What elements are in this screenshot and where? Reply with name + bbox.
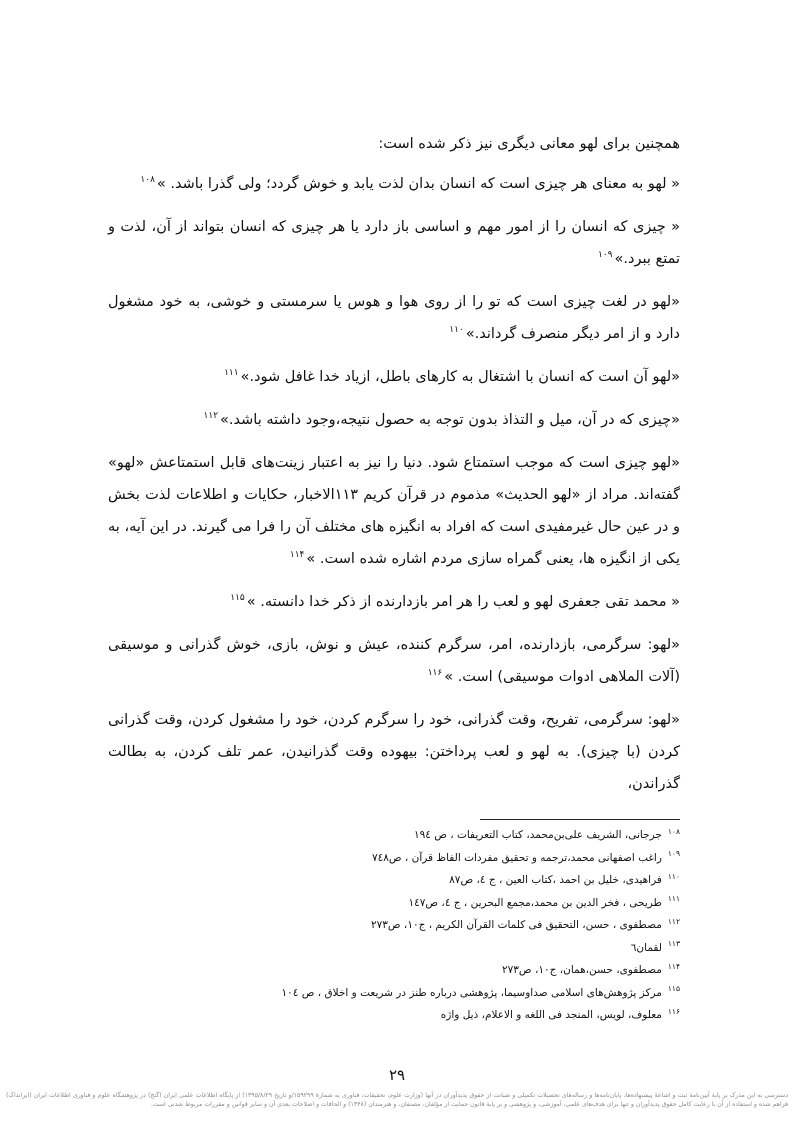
paragraph: «لهو چیزی است که موجب استمتاع شود. دنیا را نیز به اعتبار زینت‌های قابل استمتاعش «لهو» گفته‌اند. مراد از «لهو الحدیث» مذموم در قرآن کریم ۱۱۳الاخبار، حکایات و اطلاعات لذت بخش و در عین حال غیرمفیدی است که افراد به انگیزه های مختلف آن را فرا می گیرند. در این آیه، به یکی از انگیزه ها، یعنی گمراه سازی مردم اشاره شده است. »$^{۱۱۴}$ bbox=[108, 455, 681, 567]
footnote-number: ۱۱۰ bbox=[667, 871, 680, 881]
footnote-text: راغب اصفهانی محمد،ترجمه و تحقیق مفردات الفاظ قرآن ، ص٧٤٨ bbox=[371, 851, 662, 864]
paragraph: «چیزی که در آن، میل و التذاذ بدون توجه به حصول نتیجه،وجود داشته باشد.»$^{۱۱۲}$ bbox=[203, 411, 680, 428]
footnote-number: ۱۱۱ bbox=[667, 894, 680, 903]
page-number: ۲۹ bbox=[388, 1066, 406, 1084]
paragraph: «لهو: سرگرمی، بازدارنده، امر، سرگرم کننده، عیش و نوش، بازی، خوش گذرانی و موسیقی (آلات الملاهی ادوات موسیقی) است. »$^{۱۱۶}$ bbox=[108, 637, 680, 685]
footnote-ref[interactable]: ۱۱۶ bbox=[427, 668, 443, 679]
footnotes bbox=[108, 824, 680, 1027]
footnote-number: ۱۱۵ bbox=[667, 984, 680, 993]
footnote-item bbox=[108, 914, 680, 937]
footnote-ref[interactable]: ۱۱۲ bbox=[203, 411, 219, 422]
body-text bbox=[108, 128, 680, 811]
footnote-number: ۱۰۹ bbox=[667, 849, 680, 858]
footnote-text: فراهیدی، خلیل بن احمد ،کتاب العین ، ج ٤، ص٨٧ bbox=[449, 874, 662, 886]
paragraph: همچنین برای لهو معانی دیگری نیز ذکر شده است: bbox=[378, 136, 680, 152]
footnote-ref[interactable]: ۱۱۱ bbox=[224, 368, 239, 379]
paragraph: «لهو آن است که انسان با اشتغال به کارهای باطل، ازیاد خدا غافل شود.»$^{۱۱۱}$ bbox=[224, 368, 680, 385]
footnote-number: ۱۱۶ bbox=[667, 1006, 680, 1016]
footnote-number: ۱۰۸ bbox=[667, 826, 680, 836]
footnote-text: مصطفوی ، حسن، التحقیق فی کلمات القرآن الکریم ، ج١٠، ص٢٧٣ bbox=[370, 919, 662, 931]
footnote-ref[interactable]: ۱۱۵ bbox=[230, 593, 245, 604]
footnote-ref[interactable]: ۱۰۹ bbox=[598, 250, 613, 261]
footnote-number: ۱۱۲ bbox=[667, 916, 680, 926]
footnote-number: ۱۱۳ bbox=[667, 939, 680, 948]
footnote-ref[interactable]: ۱۱۴ bbox=[289, 550, 305, 561]
footnote-item bbox=[108, 892, 680, 915]
paragraph: « لهو به معنای هر چیزی است که انسان بدان لذت یابد و خوش گردد؛ ولی گذرا باشد. »$^{۱۰۸}$ bbox=[140, 175, 680, 192]
footnote-text: مرکز پژوهش‌های اسلامی صداوسیما، پژوهشی درباره طنز در شریعت و اخلاق ، ص ١٠٤ bbox=[281, 986, 662, 999]
footer-notice: دسترسی به این مدرک بر پایهٔ آیین‌نامهٔ ثبت و اشاعهٔ پیشنهاده‌ها، پایان‌نامه‌ها و رساله‌های تحصیلات تکمیلی و صیانت از حقوق پدیدآوران در آنها (وزارت علوم، تحقیقات، فناوری به شمارهٔ ۱۵۹۲۹۹/و تاریخ ۱۳۹۵/۸/۲۹) از پایگاه اطلاعات علمی ایران (گنج) در پژوهشگاه علوم و فناوری اطلاعات ایران (ایرانداک) فراهم شده و استفاده از آن با رعایت کامل حقوق پدیدآوران و تنها برای هدف‌های علمی، آموزشی، و پژوهشی و بر پایهٔ قانون حمایت از مؤلفان، مصنفان، و هنرمندان (۱۳۴۸) و الحاقات و اصلاحات بعدی آن و سایر قوانین و مقررات مربوط شدنی است. bbox=[6, 1092, 788, 1108]
footnote-item bbox=[108, 847, 680, 870]
paragraph: « محمد تقی جعفری لهو و لعب را هر امر بازدارنده از ذکر خدا دانسته. »$^{۱۱۵}$ bbox=[230, 593, 680, 610]
footnote-item bbox=[108, 959, 680, 982]
footnote-divider bbox=[480, 819, 680, 820]
footnote-text: معلوف، لویس، المنجد فی اللغه و الاعلام، ذیل واژه bbox=[440, 1009, 662, 1021]
paragraph: «لهو: سرگرمی، تفریح، وقت گذرانی، خود را سرگرم کردن، خود را مشغول کردن، وقت گذرانی کردن (با چیزی). به لهو و لعب پرداختن: بیهوده وقت گذرانیدن، عمر تلف کردن، به بطالت گذراندن، bbox=[108, 712, 680, 792]
paragraph: «لهو در لغت چیزی است که تو را از روی هوا و هوس یا سرمستی و خوشی، به خود مشغول دارد و از امر دیگر منصرف گرداند.»$^{۱۱۰}$ bbox=[108, 294, 680, 342]
footnote-ref[interactable]: ۱۱۰ bbox=[449, 325, 464, 336]
footnote-text: جرجانی، الشریف علی‌بن‌محمد، کتاب التعریفات ، ص ١٩٤ bbox=[413, 829, 662, 841]
footnote-ref[interactable]: ۱۰۸ bbox=[140, 175, 155, 186]
footnote-text: مصطفوی، حسن،همان، ج١٠، ص٢٧٣ bbox=[501, 964, 662, 976]
footnote-number: ۱۱۴ bbox=[667, 961, 680, 971]
footnote-item bbox=[108, 1004, 680, 1027]
footnote-item bbox=[108, 824, 680, 847]
footnote-item bbox=[108, 982, 680, 1005]
footnote-item bbox=[108, 937, 680, 960]
paragraph: « چیزی که انسان را از امور مهم و اساسی باز دارد یا هر چیزی که انسان بتواند از آن، لذت و تمتع ببرد.»$^{۱۰۹}$ bbox=[108, 219, 680, 267]
footnote-text: لقمان٦ bbox=[630, 941, 662, 954]
footnote-item bbox=[108, 869, 680, 892]
footnote-text: طریحی ، فخر الدین بن محمد،مجمع البحرین ، ج ٤، ص١٤٧ bbox=[408, 896, 662, 909]
